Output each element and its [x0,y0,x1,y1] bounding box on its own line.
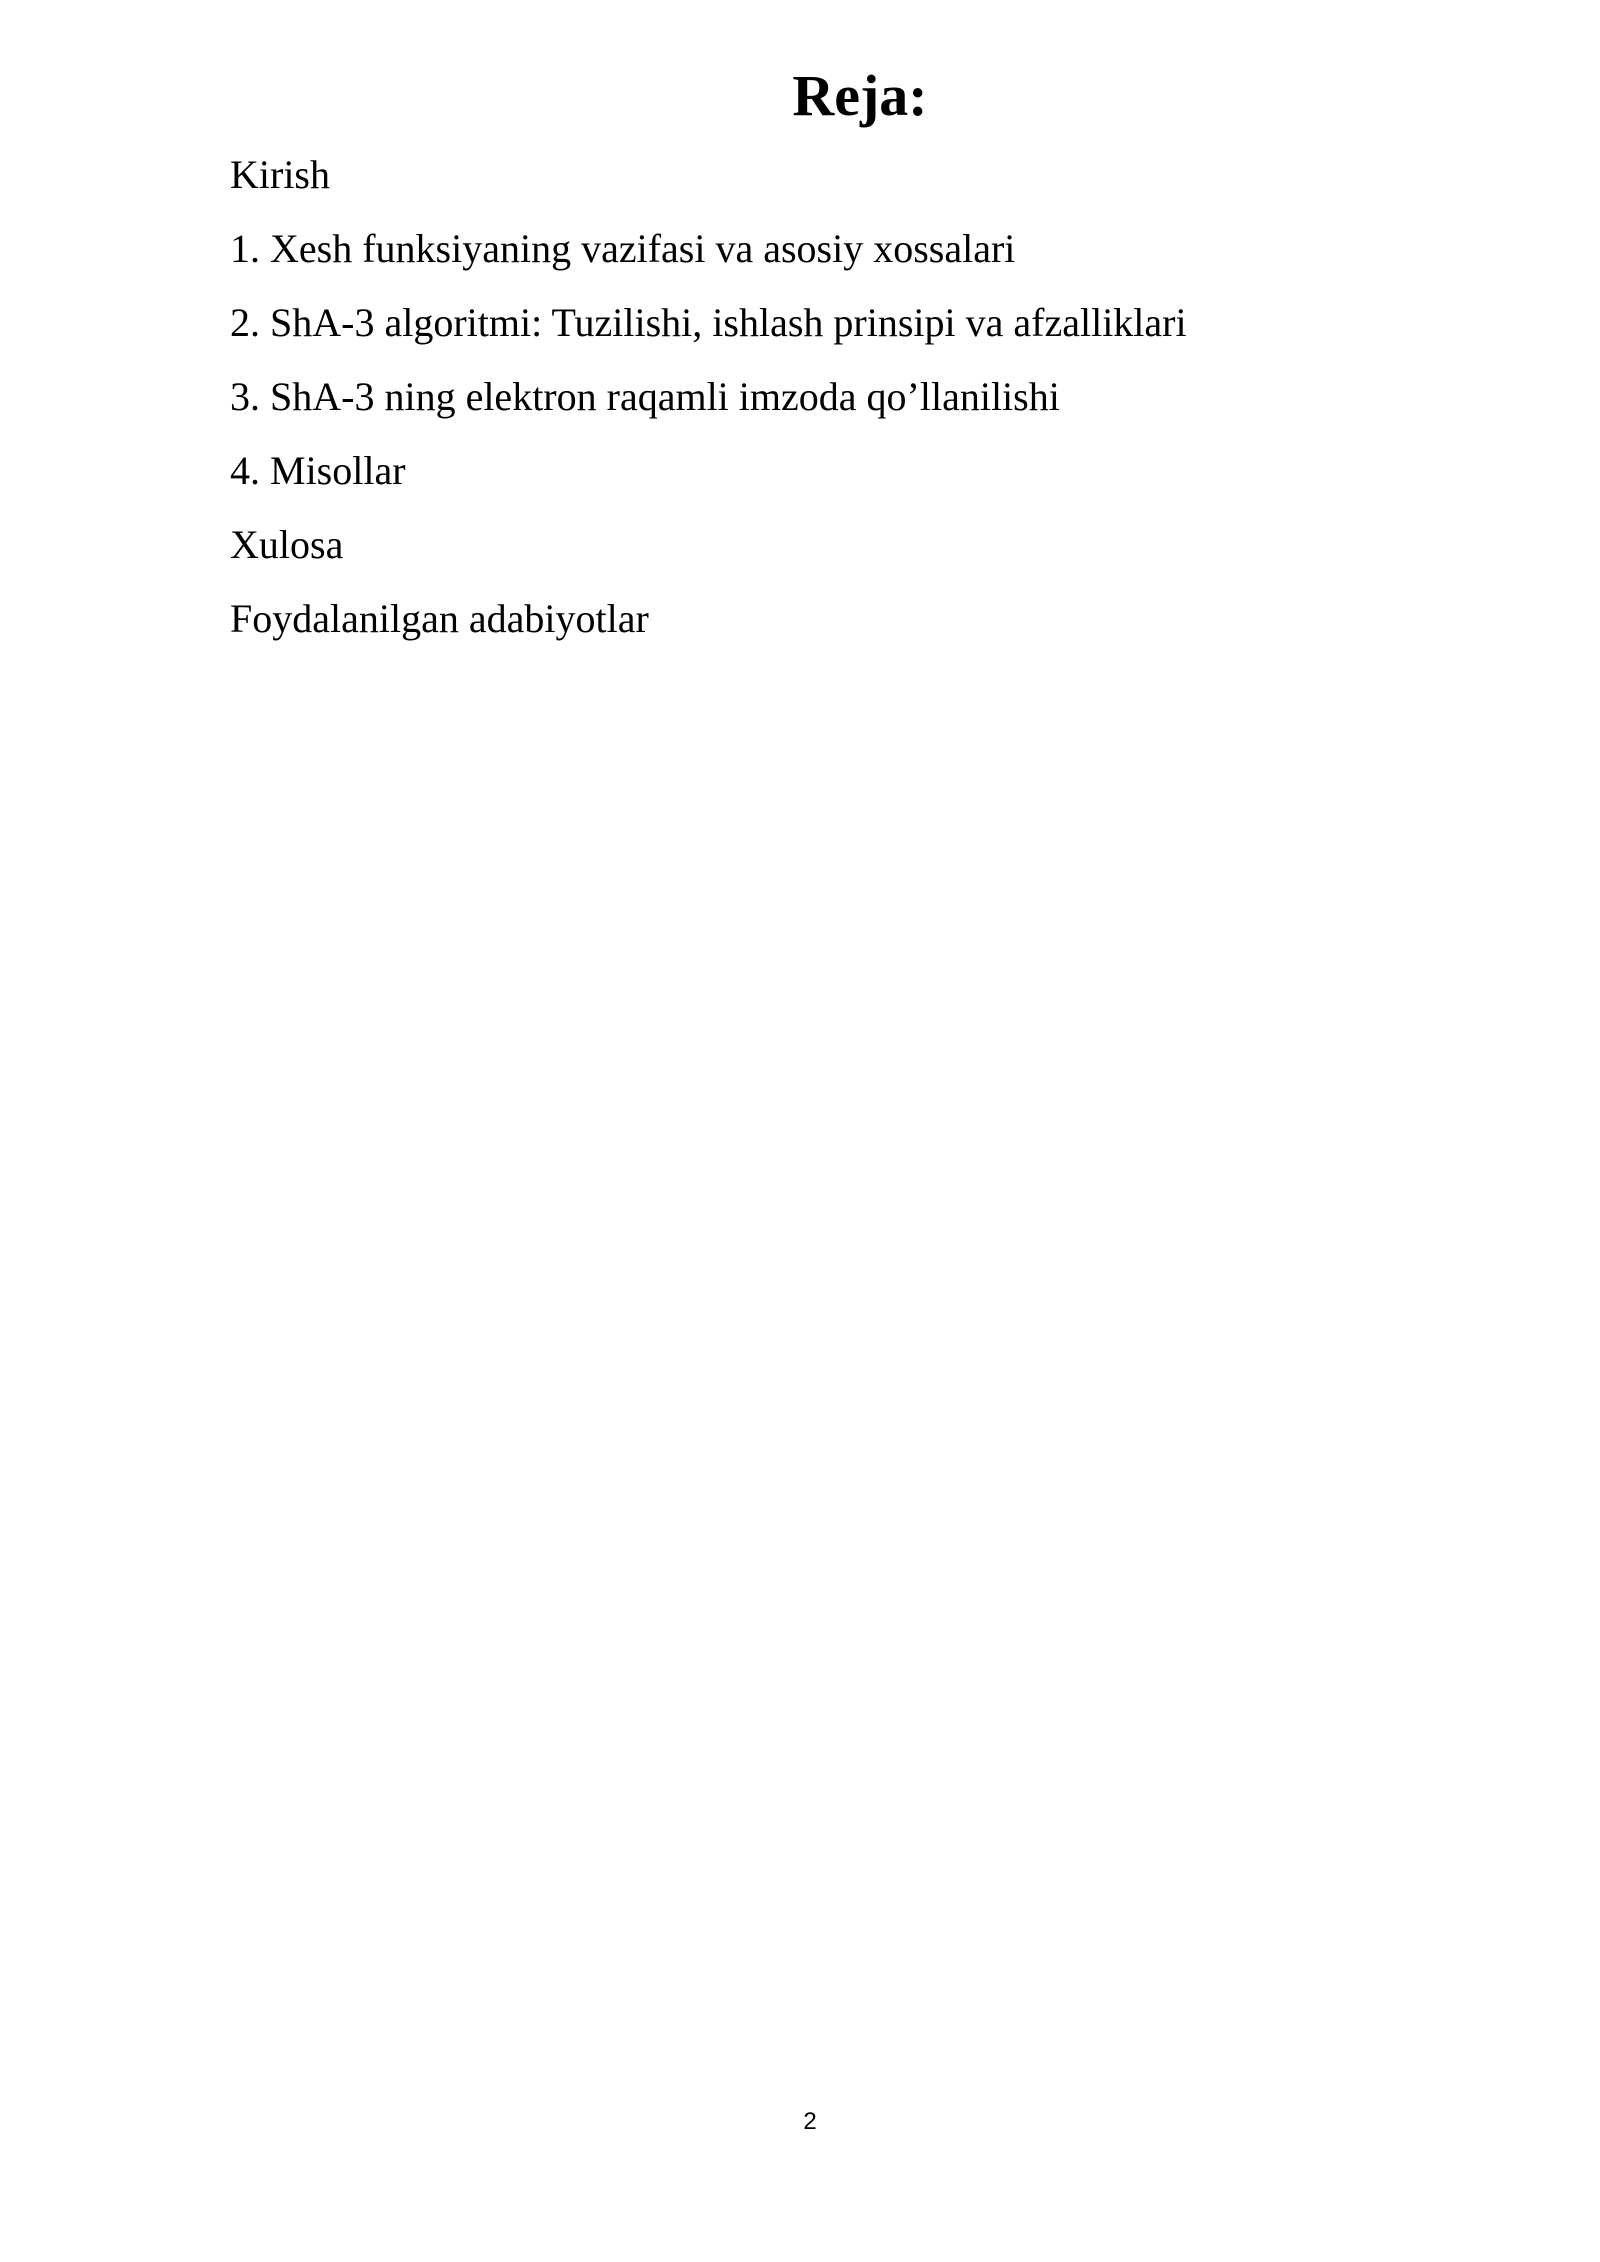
plan-item-section-2: 2. ShA-3 algoritmi: Tuzilishi, ishlash prinsipi va afzalliklari [230,300,1187,345]
plan-item-section-4: 4. Misollar [230,448,406,493]
plan-list [230,152,1187,670]
plan-item-section-1: 1. Xesh funksiyaning vazifasi va asosiy xossalari [230,226,1016,271]
plan-item-section-3: 3. ShA-3 ning elektron raqamli imzoda qo’llanilishi [230,374,1060,419]
plan-item-references: Foydalanilgan adabiyotlar [230,596,649,641]
plan-item-introduction: Kirish [230,152,330,197]
plan-item-conclusion: Xulosa [230,522,344,567]
page-number: 2 [803,2108,817,2135]
page-title: Reja: [792,63,928,128]
